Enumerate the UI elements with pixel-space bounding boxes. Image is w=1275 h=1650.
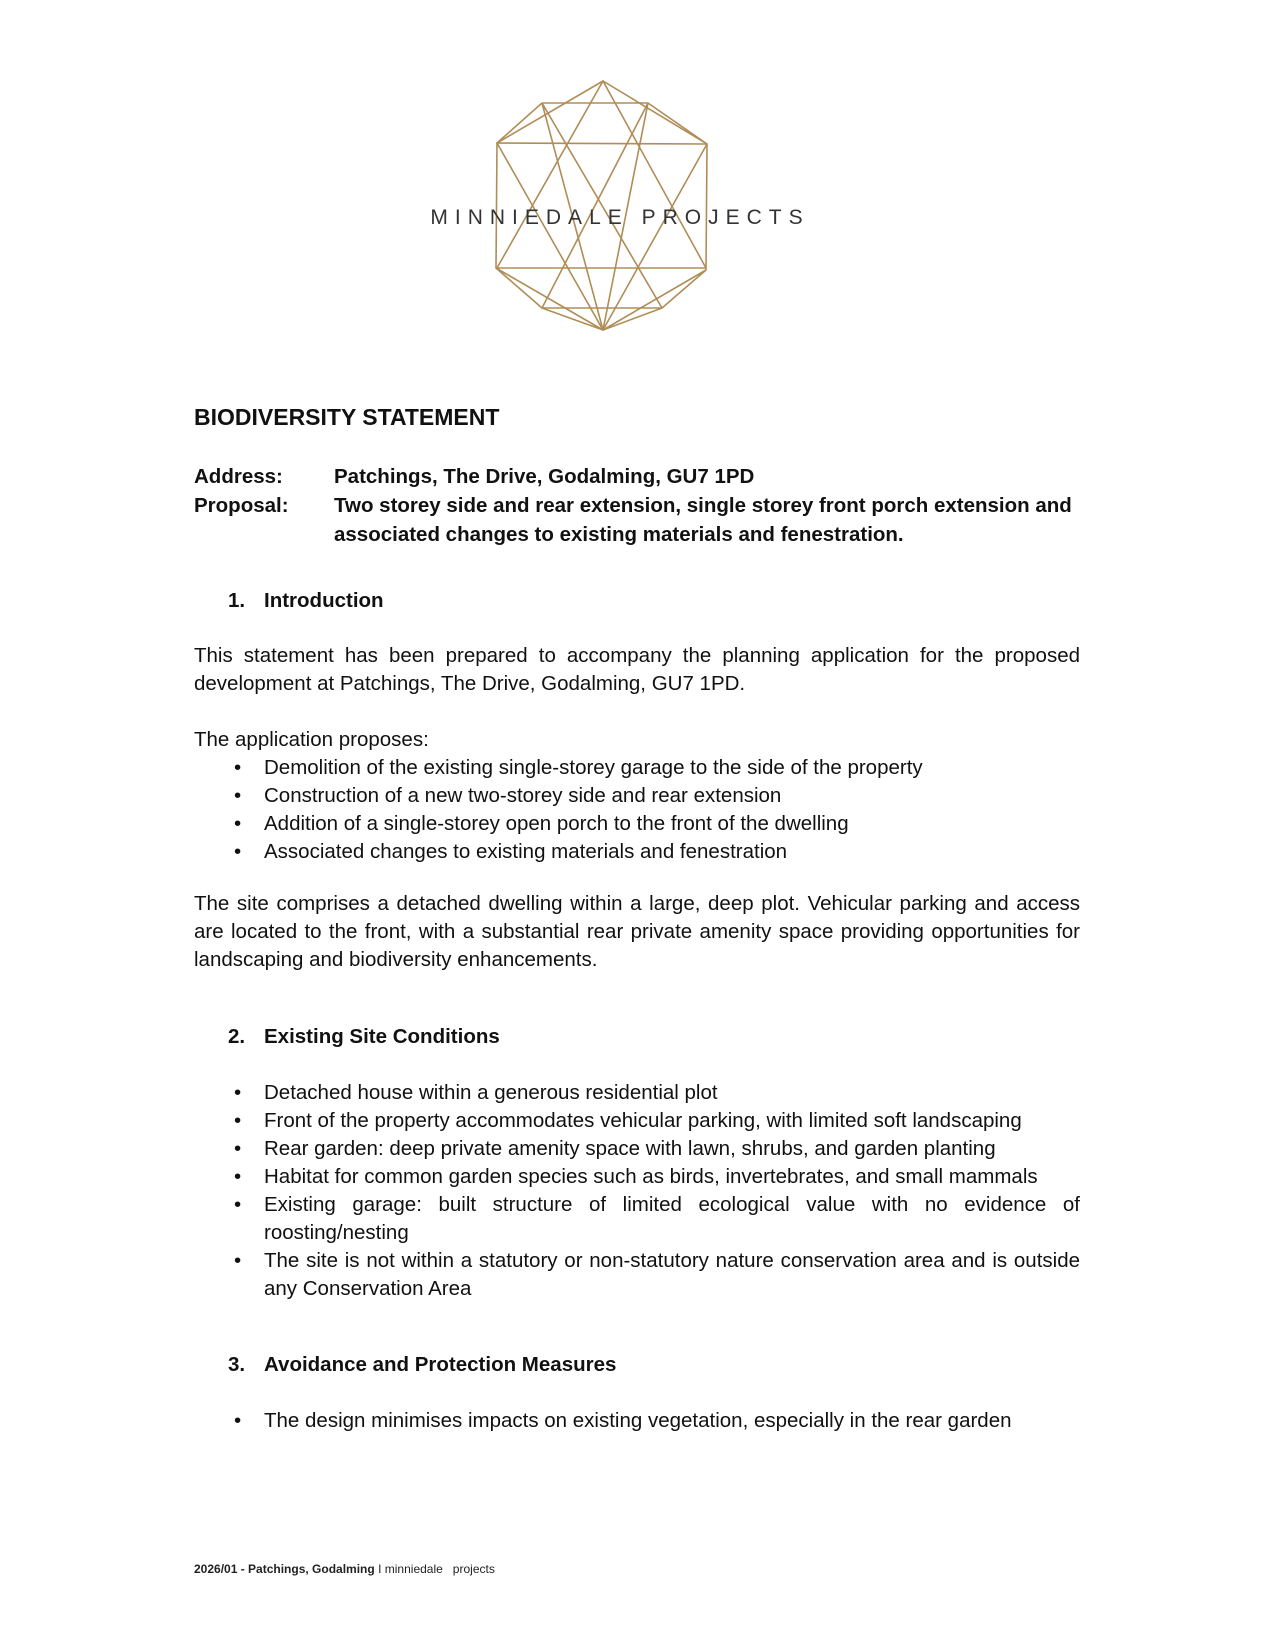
intro-paragraph: This statement has been prepared to accompany the planning application for the proposed development at Patchings, The Drive, Godalming, GU7 1PD. [194,644,1080,695]
section-heading-avoidance-protection [228,1353,616,1377]
page-footer [194,1562,495,1576]
list-item: • Rear garden: deep private amenity space with lawn, shrubs, and garden planting [194,1135,1080,1163]
section-heading-introduction [228,589,384,613]
list-item: • Associated changes to existing materials and fenestration [194,838,1080,866]
logo-wordmark: MINNIEDALE PROJECTS [430,206,810,229]
proposal-list [194,754,1080,866]
avoidance-list [194,1407,1080,1435]
section-body-avoidance-protection [194,1407,1080,1435]
section-heading-existing-site-conditions [228,1025,500,1049]
site-description-block [194,890,1080,974]
list-item: • The design minimises impacts on existing vegetation, especially in the rear garden [194,1407,1080,1435]
proposal-label: Proposal: [194,494,289,517]
section-number: 2. [228,1025,246,1048]
section-body-introduction [194,642,1080,698]
section-number: 1. [228,589,246,612]
address-label: Address: [194,465,283,488]
footer-reference: 2026/01 - Patchings, Godalming [194,1562,375,1576]
logo-facet-triangle-up [497,143,707,330]
proposal-row [194,491,1080,549]
list-item: • Front of the property accommodates vehicular parking, with limited soft landscaping [194,1107,1080,1135]
proposal-value: Two storey side and rear extension, single storey front porch extension and associated changes to existing materials and fenestration. [334,494,1072,546]
list-item: • Demolition of the existing single-storey garage to the side of the property [194,754,1080,782]
list-item: • Detached house within a generous residential plot [194,1079,1080,1107]
logo-facet-topleft [497,103,542,143]
footer-separator: I [378,1562,382,1576]
site-conditions-list [194,1079,1080,1303]
proposal-lead: The application proposes: [194,728,429,751]
list-item: • Addition of a single-storey open porch to the front of the dwelling [194,810,1080,838]
list-item: • The site is not within a statutory or non-statutory nature conservation area and is outside any Conservation Area [194,1247,1080,1303]
list-item: • Habitat for common garden species such as birds, invertebrates, and small mammals [194,1163,1080,1191]
logo-facet-top [542,103,707,144]
proposal-list-block [194,726,1080,866]
footer-company: minniedale projects [384,1562,495,1576]
address-value: Patchings, The Drive, Godalming, GU7 1PD [334,465,755,488]
list-item: • Existing garage: built structure of limited ecological value with no evidence of roosting/nesting [194,1191,1080,1247]
section-title: Avoidance and Protection Measures [264,1353,617,1376]
section-title: Introduction [264,589,384,612]
company-logo [430,78,810,348]
list-item: • Construction of a new two-storey side and rear extension [194,782,1080,810]
site-description-paragraph: The site comprises a detached dwelling within a large, deep plot. Vehicular parking and access are located to the front, with a substantial rear private amenity space providing opportunities for landscaping and biodiversity enhancements. [194,892,1080,971]
document-title: BIODIVERSITY STATEMENT [194,404,500,430]
logo-facet-triangle-down [497,81,706,268]
section-number: 3. [228,1353,246,1376]
section-body-existing-site-conditions [194,1079,1080,1303]
section-title: Existing Site Conditions [264,1025,500,1048]
document-meta [194,462,1080,549]
address-row [194,462,1080,491]
